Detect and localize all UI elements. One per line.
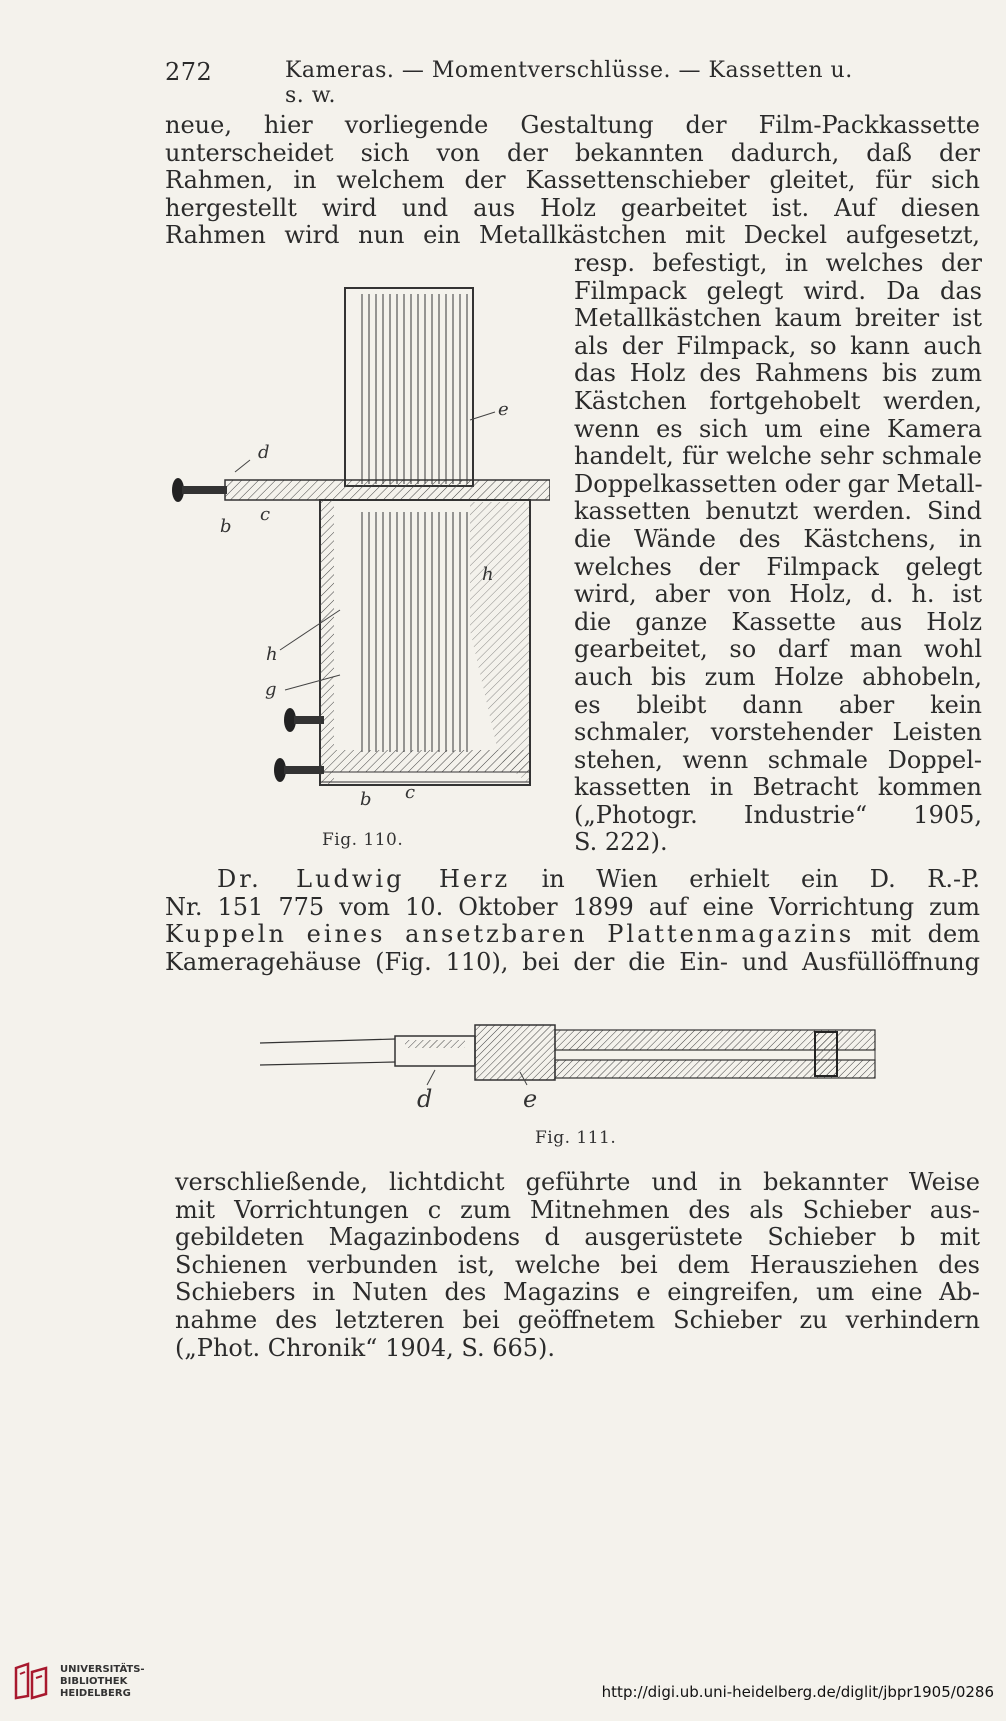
text-line: es bleibt dann aber kein: [574, 690, 982, 719]
label-c: c: [260, 504, 271, 525]
paragraph-1-top: [165, 112, 980, 250]
figure-111: [255, 1010, 895, 1120]
text-line: schmaler, vorstehender Leisten: [574, 718, 982, 747]
text-line: kassetten benutzt werden. Sind: [574, 497, 982, 526]
source-url-link[interactable]: http://digi.ub.uni-heidelberg.de/diglit/jbpr1905/0286: [601, 1683, 994, 1701]
label-b: b: [220, 516, 232, 537]
text-line: Doppelkassetten oder gar Metall-: [574, 469, 983, 498]
running-header: [165, 58, 855, 108]
label-g: g: [265, 679, 277, 700]
logo-line: BIBLIOTHEK: [60, 1676, 128, 1687]
label-e: e: [523, 1085, 538, 1113]
text-line: Rahmen wird nun ein Metallkästchen mit Deckel aufgesetzt,: [165, 221, 980, 250]
text-line: [165, 921, 980, 949]
text-fragment: mit dem: [854, 920, 980, 949]
label-h: h: [482, 564, 494, 585]
page-number: 272: [165, 58, 213, 86]
paragraph-3: [175, 1169, 980, 1362]
text-line: handelt, für welche sehr schmale: [574, 442, 982, 471]
text-line: [165, 866, 980, 894]
label-b: b: [360, 789, 372, 810]
paragraph-1-side: [574, 250, 982, 857]
text-line: wird, aber von Holz, d. h. ist: [574, 580, 982, 609]
figure-110-drawing: [170, 280, 550, 810]
library-logo-text: [60, 1664, 145, 1700]
library-logo-icon: [12, 1662, 50, 1702]
text-line: gebildeten Magazinbodens d ausgerüstete Schieber b mit: [175, 1223, 980, 1252]
paragraph-2: [165, 866, 980, 976]
text-line: gearbeitet, so darf man wohl: [574, 635, 982, 664]
inventor-name: Dr. Ludwig Herz: [217, 865, 511, 893]
text-line: Kameragehäuse (Fig. 110), bei der die Ein- und Ausfüllöffnung: [165, 947, 980, 976]
text-fragment: in Wien erhielt ein D. R.-P.: [510, 865, 980, 893]
text-line: S. 222).: [574, 828, 668, 857]
text-line: das Holz des Rahmens bis zum: [574, 359, 982, 388]
text-line: stehen, wenn schmale Doppel-: [574, 745, 982, 774]
figure-110-caption: Fig. 110.: [322, 830, 404, 850]
label-d: d: [417, 1085, 433, 1113]
text-line: Kästchen fortgehobelt werden,: [574, 386, 982, 415]
label-c: c: [405, 782, 416, 803]
text-line: die ganze Kassette aus Holz: [574, 607, 982, 636]
text-line: kassetten in Betracht kommen: [574, 773, 982, 802]
text-line: die Wände des Kästchens, in: [574, 524, 982, 553]
text-line: („Photogr. Industrie“ 1905,: [574, 800, 982, 829]
text-line: wenn es sich um eine Kamera: [574, 414, 982, 443]
text-line: hergestellt wird und aus Holz gearbeitet ist. Auf diesen: [165, 193, 980, 222]
text-line: nahme des letzteren bei geöffnetem Schieber zu verhindern: [175, 1305, 980, 1334]
text-line: Nr. 151 775 vom 10. Oktober 1899 auf eine Vorrichtung zum: [165, 892, 980, 921]
logo-line: HEIDELBERG: [60, 1688, 131, 1699]
figure-111-drawing: [255, 1010, 895, 1120]
text-line: resp. befestigt, in welches der: [574, 249, 982, 277]
text-line: mit Vorrichtungen c zum Mitnehmen des als Schieber aus-: [175, 1195, 980, 1224]
label-e: e: [498, 399, 509, 420]
text-line: Schiebers in Nuten des Magazins e eingreifen, um eine Ab-: [175, 1278, 980, 1307]
text-line: Filmpack gelegt wird. Da das: [574, 276, 982, 305]
text-line: („Phot. Chronik“ 1904, S. 665).: [175, 1333, 556, 1362]
figure-111-caption: Fig. 111.: [535, 1128, 617, 1148]
label-h: h: [266, 644, 278, 665]
label-d: d: [258, 442, 270, 463]
text-line: auch bis zum Holze abhobeln,: [574, 662, 982, 691]
logo-line: UNIVERSITÄTS-: [60, 1664, 145, 1675]
running-title: Kameras. — Momentverschlüsse. — Kassetten u. s. w.: [285, 58, 853, 108]
text-line: als der Filmpack, so kann auch: [574, 331, 982, 360]
invention-title: Kuppeln eines ansetzbaren Plattenmagazins: [165, 920, 855, 949]
text-line: neue, hier vorliegende Gestaltung der Film-Packkassette: [165, 111, 980, 139]
text-line: welches der Filmpack gelegt: [574, 552, 982, 581]
text-line: Schienen verbunden ist, welche bei dem Herausziehen des: [175, 1250, 980, 1279]
text-line: Metallkästchen kaum breiter ist: [574, 304, 982, 333]
figure-110: [170, 280, 550, 810]
text-line: Rahmen, in welchem der Kassettenschieber gleitet, für sich: [165, 166, 980, 195]
text-line: unterscheidet sich von der bekannten dadurch, daß der: [165, 138, 980, 167]
text-line: verschließende, lichtdicht geführte und in bekannter Weise: [175, 1168, 980, 1196]
library-logo: [12, 1660, 147, 1706]
